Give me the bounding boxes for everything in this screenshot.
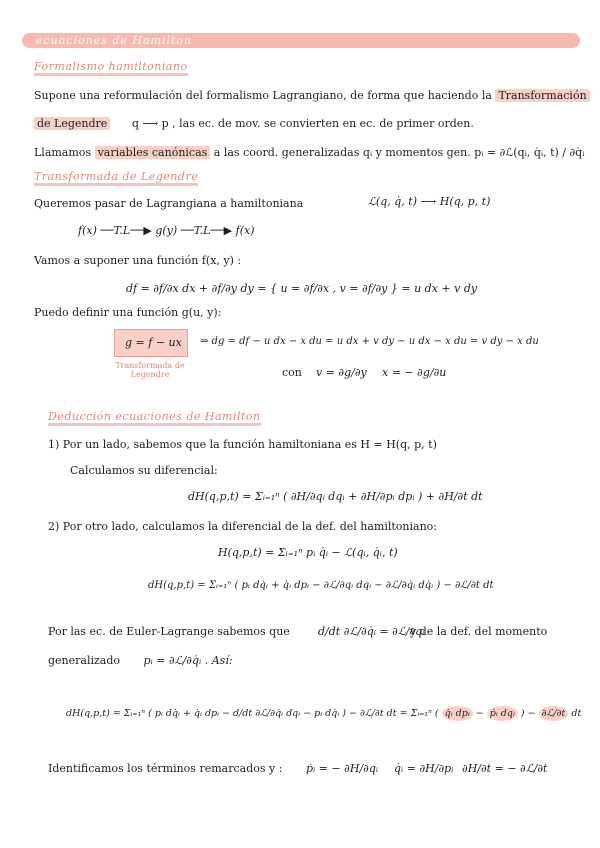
highlight-legendre: de Legendre [34,117,110,130]
euler-lagrange-eq: d/dt ∂ℒ/∂q̇ᵢ = ∂ℒ/∂qᵢ [318,625,425,638]
text-span: q ⟶ p , las ec. de mov. se convierten en ec. de primer orden. [131,117,474,130]
legendre-box-note [114,361,186,379]
formalismo-line-1 [34,89,590,102]
deduccion-point-1: 1) Por un lado, sabemos que la función hamiltoniana es H = H(q, p, t) [48,438,437,451]
deduccion-line-momento: y de la def. del momento [410,625,548,638]
title-banner [22,33,580,48]
highlight-variables-canonicas: variables canónicas [95,146,211,159]
deduccion-identificamos: Identificamos los términos remarcados y : [48,762,283,775]
deduccion-eq-dH-2: dH(q,p,t) = Σᵢ₌₁ⁿ ( pᵢ dq̇ᵢ + q̇ᵢ dpᵢ − ∂ℒ/∂qᵢ dqᵢ − ∂ℒ/∂q̇ᵢ dq̇ᵢ ) − ∂ℒ/∂t dt [148,580,494,591]
formalismo-line-2 [34,117,474,130]
legendre-line-3: Puedo definir una función g(u, y): [34,306,222,319]
eq-part: Σᵢ₌₁ⁿ ( [410,708,439,719]
hamilton-eq-qdot: q̇ᵢ = ∂H/∂pᵢ [394,762,454,775]
circled-term-dL-dt: ∂ℒ/∂t [539,706,569,721]
text-span: Por las ec. de Euler-Lagrange sabemos que [48,625,290,638]
text-span: Supone una reformulación del formalismo Lagrangiano, de forma que haciendo la [34,89,492,102]
note-line: Transformada de [115,361,185,370]
momento-eq: pᵢ = ∂ℒ/∂q̇ᵢ . Así: [143,654,233,667]
deduccion-line-generalizado [48,654,233,667]
legendre-eq-x: x = − ∂g/∂u [382,366,447,379]
legendre-eq-df: df = ∂f/∂x dx + ∂f/∂y dy = { u = ∂f/∂x , v = ∂f/∂y } = u dx + v dy [126,282,478,295]
deduccion-line-euler [48,625,290,638]
hamilton-eq-pdot: ṗᵢ = − ∂H/∂qᵢ [306,762,379,775]
legendre-box [114,329,188,357]
eq-part: ) − [520,708,536,719]
section-heading-formalismo: Formalismo hamiltoniano [34,60,188,76]
highlight-transformacion: Transformación [495,89,589,102]
legendre-diagram: f(x) ──T.L──▶ g(y) ──T.L──▶ f(x) [78,224,255,237]
eq-part: dt [571,708,582,719]
legendre-box-equation: g = f − ux [125,336,182,349]
deduccion-point-2: 2) Por otro lado, calculamos la diferencial de la def. del hamiltoniano: [48,520,437,533]
section-heading-deduccion: Deducción ecuaciones de Hamilton [48,410,261,426]
deduccion-eq-dH-3 [66,708,581,719]
formalismo-line-3 [34,146,584,159]
eq-part: dH(q,p,t) = Σᵢ₌₁ⁿ ( pᵢ dq̇ᵢ + q̇ᵢ dpᵢ − d/dt ∂ℒ/∂q̇ᵢ dqᵢ − pᵢ dq̇ᵢ ) − ∂ℒ/∂t dt = [66,708,408,719]
hamilton-eq-dt: ∂H/∂t = − ∂ℒ/∂t [462,762,548,775]
eq-part: − [475,708,484,719]
legendre-line-2: Vamos a suponer una función f(x, y) : [34,254,242,267]
circled-term-qdot-dp: q̇ᵢ dpᵢ [442,706,473,721]
legendre-eq-v: v = ∂g/∂y [316,366,367,379]
deduccion-eq-dH-1: dH(q,p,t) = Σᵢ₌₁ⁿ ( ∂H/∂qᵢ dqᵢ + ∂H/∂pᵢ dpᵢ ) + ∂H/∂t dt [188,490,483,503]
deduccion-point-1b: Calculamos su diferencial: [70,464,218,477]
legendre-con: con [282,366,302,379]
circled-term-pdot-dq: ṗᵢ dqᵢ [487,706,518,721]
legendre-eq-dg: ⇒ dg = df − u dx − x du = u dx + v dy − u dx − x du = v dy − x du [200,336,539,347]
deduccion-eq-H: H(q,p,t) = Σᵢ₌₁ⁿ pᵢ q̇ᵢ − ℒ(qᵢ, q̇ᵢ, t) [218,546,398,559]
page-title: ecuaciones de Hamilton [36,34,193,47]
text-span: a las coord. generalizadas qᵢ y momentos gen. pᵢ = ∂ℒ(qᵢ, q̇ᵢ, t) / ∂q̇ᵢ [213,146,585,159]
section-heading-legendre: Transformada de Legendre [34,170,198,186]
legendre-line-1: Queremos pasar de Lagrangiana a hamiltoniana [34,197,304,210]
lagrangian-to-hamiltonian: ℒ(q, q̇, t) ⟶ H(q, p, t) [368,195,491,208]
text-span: generalizado [48,654,121,667]
note-line: Legendre [130,370,170,379]
text-span: Llamamos [34,146,92,159]
